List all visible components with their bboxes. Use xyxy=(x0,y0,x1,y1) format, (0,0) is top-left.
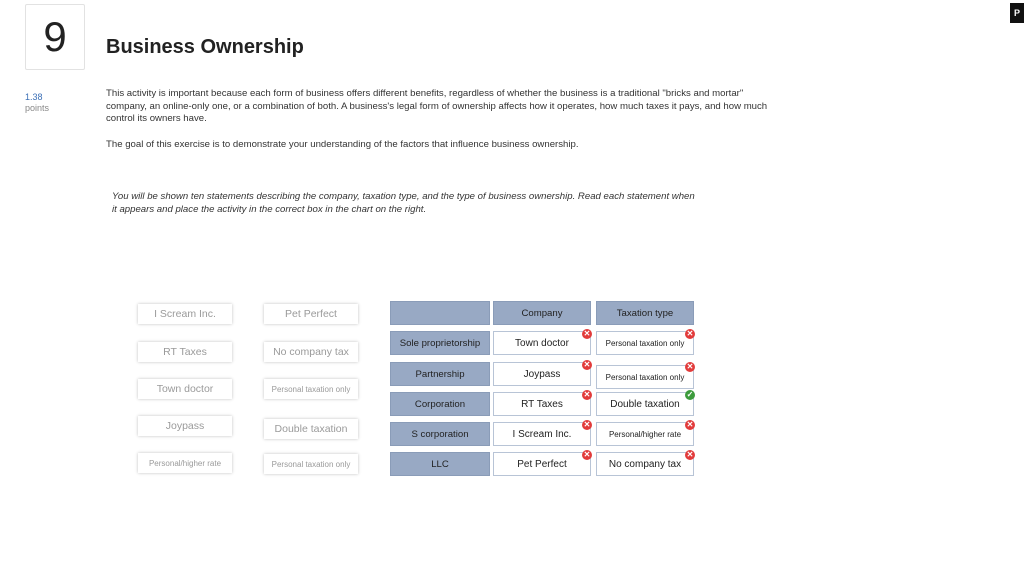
drop-cell-taxation[interactable]: Double taxation xyxy=(596,392,694,416)
correct-icon: ✓ xyxy=(686,390,694,399)
incorrect-icon: ✕ xyxy=(686,362,694,371)
bank-chip[interactable]: Personal/higher rate xyxy=(138,453,232,473)
row-label-llc: LLC xyxy=(390,452,490,476)
header-company: Company xyxy=(493,301,591,325)
drop-cell-company[interactable]: I Scream Inc. xyxy=(493,422,591,446)
row-label-corporation: Corporation xyxy=(390,392,490,416)
bank-chip[interactable]: I Scream Inc. xyxy=(138,304,232,324)
incorrect-icon: ✕ xyxy=(583,450,591,459)
row-label-s-corporation: S corporation xyxy=(390,422,490,446)
drop-cell-company[interactable]: Joypass xyxy=(493,362,591,386)
incorrect-icon: ✕ xyxy=(583,360,591,369)
bank-chip[interactable]: Personal taxation only xyxy=(264,454,358,474)
drop-cell-company[interactable]: Pet Perfect xyxy=(493,452,591,476)
incorrect-icon: ✕ xyxy=(686,329,694,338)
incorrect-icon: ✕ xyxy=(583,420,591,429)
row-label-partnership: Partnership xyxy=(390,362,490,386)
bank-chip[interactable]: Town doctor xyxy=(138,379,232,399)
intro-paragraph: This activity is important because each form of business offers different benefits, regardless of whether the business is a traditional "bricks and mortar" company, an online-only one, or a combination of both. A business's legal form of ownership affects how it operates, how much taxes it pays, and how much control its owners have. xyxy=(106,88,768,125)
drop-cell-company[interactable]: RT Taxes xyxy=(493,392,591,416)
bank-chip[interactable]: No company tax xyxy=(264,342,358,362)
drop-cell-taxation[interactable]: Personal taxation only xyxy=(596,365,694,389)
bank-chip[interactable]: RT Taxes xyxy=(138,342,232,362)
question-number: 9 xyxy=(25,4,85,70)
drop-cell-taxation[interactable]: Personal/higher rate xyxy=(596,422,694,446)
bank-chip[interactable]: Pet Perfect xyxy=(264,304,358,324)
incorrect-icon: ✕ xyxy=(686,420,694,429)
bank-chip[interactable]: Double taxation xyxy=(264,419,358,439)
page-title: Business Ownership xyxy=(106,36,304,58)
points-info xyxy=(25,92,49,114)
incorrect-icon: ✕ xyxy=(686,450,694,459)
row-label-sole-proprietorship: Sole proprietorship xyxy=(390,331,490,355)
instructions: You will be shown ten statements describing the company, taxation type, and the type of business ownership. Read each statement when it appears and place the activity in the correct box in the chart on the right. xyxy=(112,191,695,215)
drop-cell-taxation[interactable]: No company tax xyxy=(596,452,694,476)
incorrect-icon: ✕ xyxy=(583,329,591,338)
drop-cell-taxation[interactable]: Personal taxation only xyxy=(596,331,694,355)
drop-cell-company[interactable]: Town doctor xyxy=(493,331,591,355)
chart-corner-header xyxy=(390,301,490,325)
goal-paragraph: The goal of this exercise is to demonstrate your understanding of the factors that influence business ownership. xyxy=(106,139,579,150)
points-value: 1.38 xyxy=(25,92,43,102)
bank-chip[interactable]: Joypass xyxy=(138,416,232,436)
header-taxation-type: Taxation type xyxy=(596,301,694,325)
bank-chip[interactable]: Personal taxation only xyxy=(264,379,358,399)
corner-tab[interactable]: P xyxy=(1010,3,1024,23)
points-label: points xyxy=(25,103,50,113)
incorrect-icon: ✕ xyxy=(583,390,591,399)
